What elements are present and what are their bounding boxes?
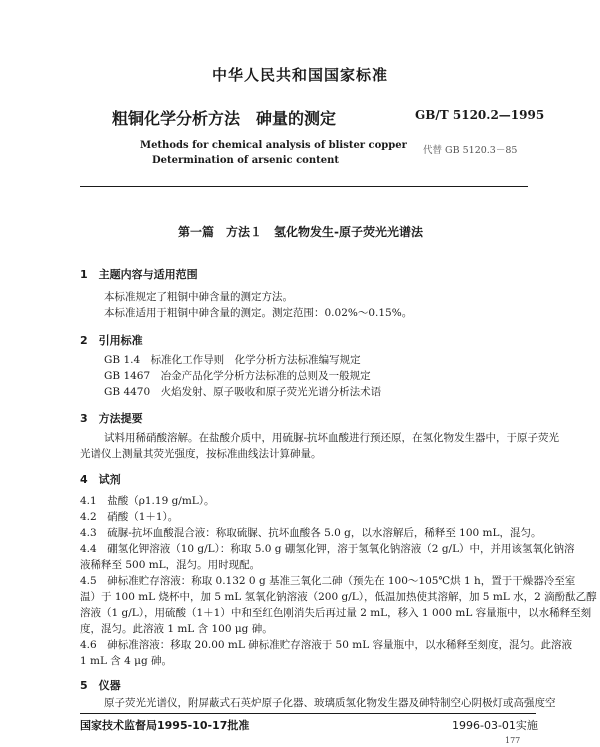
document-title: 粗铜化学分析方法 砷量的测定 <box>112 109 337 128</box>
replaces-standard: 代替 GB 5120.3－85 <box>423 145 518 156</box>
title-english-2: Determination of arsenic content <box>152 155 339 166</box>
footer-divider <box>80 713 536 714</box>
reference-gb-1-4: GB 1.4 标准化工作导则 化学分析方法标准编写规定 <box>104 354 361 366</box>
reagent-4-4-line-1: 4.4 硼氢化钾溶液（10 g/L）：称取 5.0 g 硼氢化钾，溶于氢氧化钠溶液（2 g/L）中，并用该氢氧化钠溶 <box>80 543 575 555</box>
reference-gb-1467: GB 1467 冶金产品化学分析方法标准的总则及一般规定 <box>104 370 371 382</box>
method-summary-line-2: 光谱仪上测量其荧光强度，按标准曲线法计算砷量。 <box>80 448 322 460</box>
effective-date: 1996-03-01实施 <box>452 719 538 732</box>
reagent-4-4-line-2: 液稀释至 500 mL，混匀。用时现配。 <box>80 559 261 571</box>
reference-gb-4470: GB 4470 火焰发射、原子吸收和原子荧光光谱分析法术语 <box>104 386 382 398</box>
section-heading-3: 3 方法提要 <box>80 412 143 425</box>
reagent-4-5-line-4: 度，混匀。此溶液 1 mL 含 100 μg 砷。 <box>80 623 273 635</box>
page-number: 177 <box>505 736 521 745</box>
reagent-4-2: 4.2 硝酸（1＋1）。 <box>80 511 179 523</box>
part-title: 第一篇 方法１ 氢化物发生-原子荧光光谱法 <box>178 225 423 239</box>
section-heading-1: 1 主题内容与适用范围 <box>80 268 198 281</box>
standard-number: GB/T 5120.2—1995 <box>415 108 545 122</box>
title-english-1: Methods for chemical analysis of blister copper <box>140 140 407 151</box>
reagent-4-5-line-1: 4.5 砷标准贮存溶液：称取 0.132 0 g 基准三氧化二砷（预先在 100～105℃烘 1 h，置于干燥器冷至室 <box>80 575 576 587</box>
issuing-body: 中华人民共和国国家标准 <box>211 66 388 84</box>
reagent-4-6-line-1: 4.6 砷标准溶液：移取 20.00 mL 砷标准贮存溶液于 50 mL 容量瓶中，以水稀释至刻度，混匀。此溶液 <box>80 639 573 651</box>
reagent-4-5-line-3: 溶液（1 g/L），用硫酸（1＋1）中和至红色刚消失后再过量 2 mL，移入 1 000 mL 容量瓶中，以水稀释至刻 <box>80 607 592 619</box>
method-summary-line-1: 试料用稀硝酸溶解。在盐酸介质中，用硫脲-抗坏血酸进行预还原，在氢化物发生器中，于原子荧光 <box>104 432 560 444</box>
reagent-4-3: 4.3 硫脲-抗坏血酸混合液：称取硫脲、抗坏血酸各 5.0 g，以水溶解后，稀释至 100 mL，混匀。 <box>80 527 542 539</box>
reagent-4-1: 4.1 盐酸（ρ1.19 g/mL）。 <box>80 495 215 507</box>
header-divider <box>80 186 528 187</box>
instrument-line-1: 原子荧光光谱仪，附屏蔽式石英炉原子化器、玻璃质氢化物发生器及砷特制空心阴极灯或高强度空 <box>104 697 556 709</box>
reagent-4-6-line-2: 1 mL 含 4 μg 砷。 <box>80 655 173 667</box>
section-heading-4: 4 试剂 <box>80 473 121 486</box>
section-heading-2: 2 引用标准 <box>80 334 143 347</box>
section-heading-5: 5 仪器 <box>80 679 121 692</box>
section-1-line-1: 本标准规定了粗铜中砷含量的测定方法。 <box>104 291 293 303</box>
reagent-4-5-line-2: 温）于 100 mL 烧杯中，加 5 mL 氢氧化钠溶液（200 g/L），低温加热使其溶解，加 5 mL 水，2 滴酚酞乙醇 <box>80 591 597 603</box>
section-1-line-2: 本标准适用于粗铜中砷含量的测定。测定范围：0.02%～0.15%。 <box>104 307 413 319</box>
approval-date: 国家技术监督局1995-10-17批准 <box>80 719 250 732</box>
